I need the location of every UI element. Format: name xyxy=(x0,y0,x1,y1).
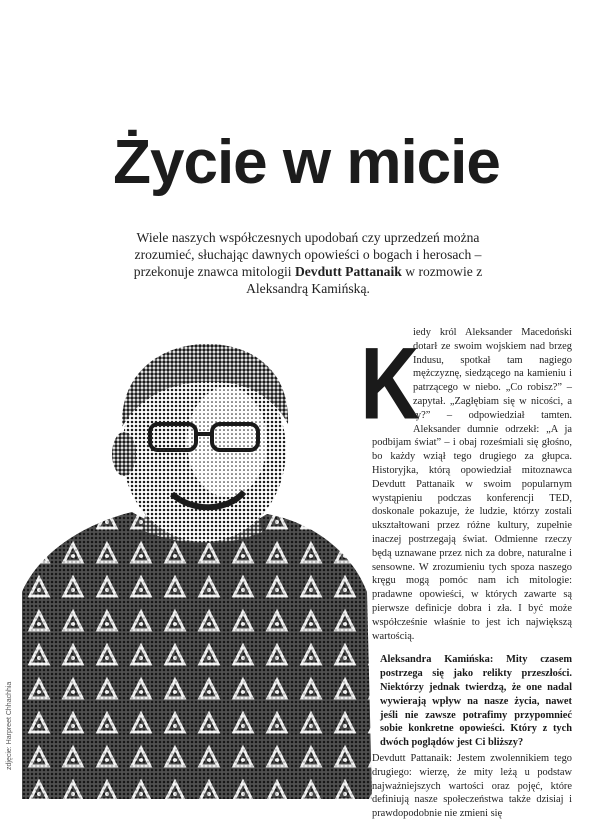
photo-credit: zdjęcie: Harpreet Chhachhia xyxy=(6,681,13,770)
lead-text-end: w rozmowie z Aleksandrą Kamińską. xyxy=(246,264,483,296)
lead-paragraph xyxy=(108,229,508,297)
article-body: iedy król Aleksander Macedoński dotarł ze swoim wojskiem nad brzeg Indusu, spotkał tam nagiego mężczyznę, siedzącego na kamieniu i patrzącego w niebo. „Co robisz?” – zapytał. „Zagłębiam się w nicości, a ty?” – odpowiedział tamten. Aleksander dumnie odrzekł: „A ja podbijam świat” – i obaj roześmiali się głośno, bo każdy wziął tego drugiego za głupca. Historyjka, którą opowiedział mitoznawca Devdutt Pattanaik w swoim popularnym wystąpieniu podczas konferencji TED, doskonale pokazuje, że ludzie, którzy zostali ukształtowani przez różne kultury, zupełnie inaczej postrzegają świat. Odmienne rzeczy będą uznawane przez nich za dobre, naturalne i sensowne. W zrozumieniu tych spoza naszego kręgu mogą pomóc nam ich mitologie: pradawne opowieści, w których zawarte są pierwsze definicje dobra i zła. I być może współcześnie właśnie to jest ich największą wartością. xyxy=(372,327,572,642)
interview-question: Aleksandra Kamińska: Mity czasem postrzega się jako relikty przeszłości. Niektórzy jednak twierdzą, że one nadal wywierają wpływ na nasze życia, nawet jeśli nie zawsze potrafimy przypomnieć sobie konkretne opowieści. Który z tych dwóch poglądów jest Ci bliższy? xyxy=(380,654,572,749)
lead-text-start: Wiele naszych współczesnych upodobań czy uprzedzeń można zrozumieć, słuchając dawnych opowieści o bogach i herosach – przekonuje znawca mitologii xyxy=(133,230,482,279)
portrait-photo xyxy=(22,332,372,799)
drop-cap xyxy=(360,325,420,441)
article-column xyxy=(360,325,572,821)
interview-answer: Devdutt Pattanaik: Jestem zwolennikiem tego drugiego: wierzę, że mity leżą u podstaw najważniejszych wartości oraz pojęć, które definiują nasze społeczeństwa także dzisiaj i prawdopodobnie nie zmieni się xyxy=(372,752,572,820)
headline: Życie w micie xyxy=(113,128,500,197)
lead-interviewee-name: Devdutt Pattanaik xyxy=(294,264,402,279)
svg-text:K: K xyxy=(360,325,420,441)
